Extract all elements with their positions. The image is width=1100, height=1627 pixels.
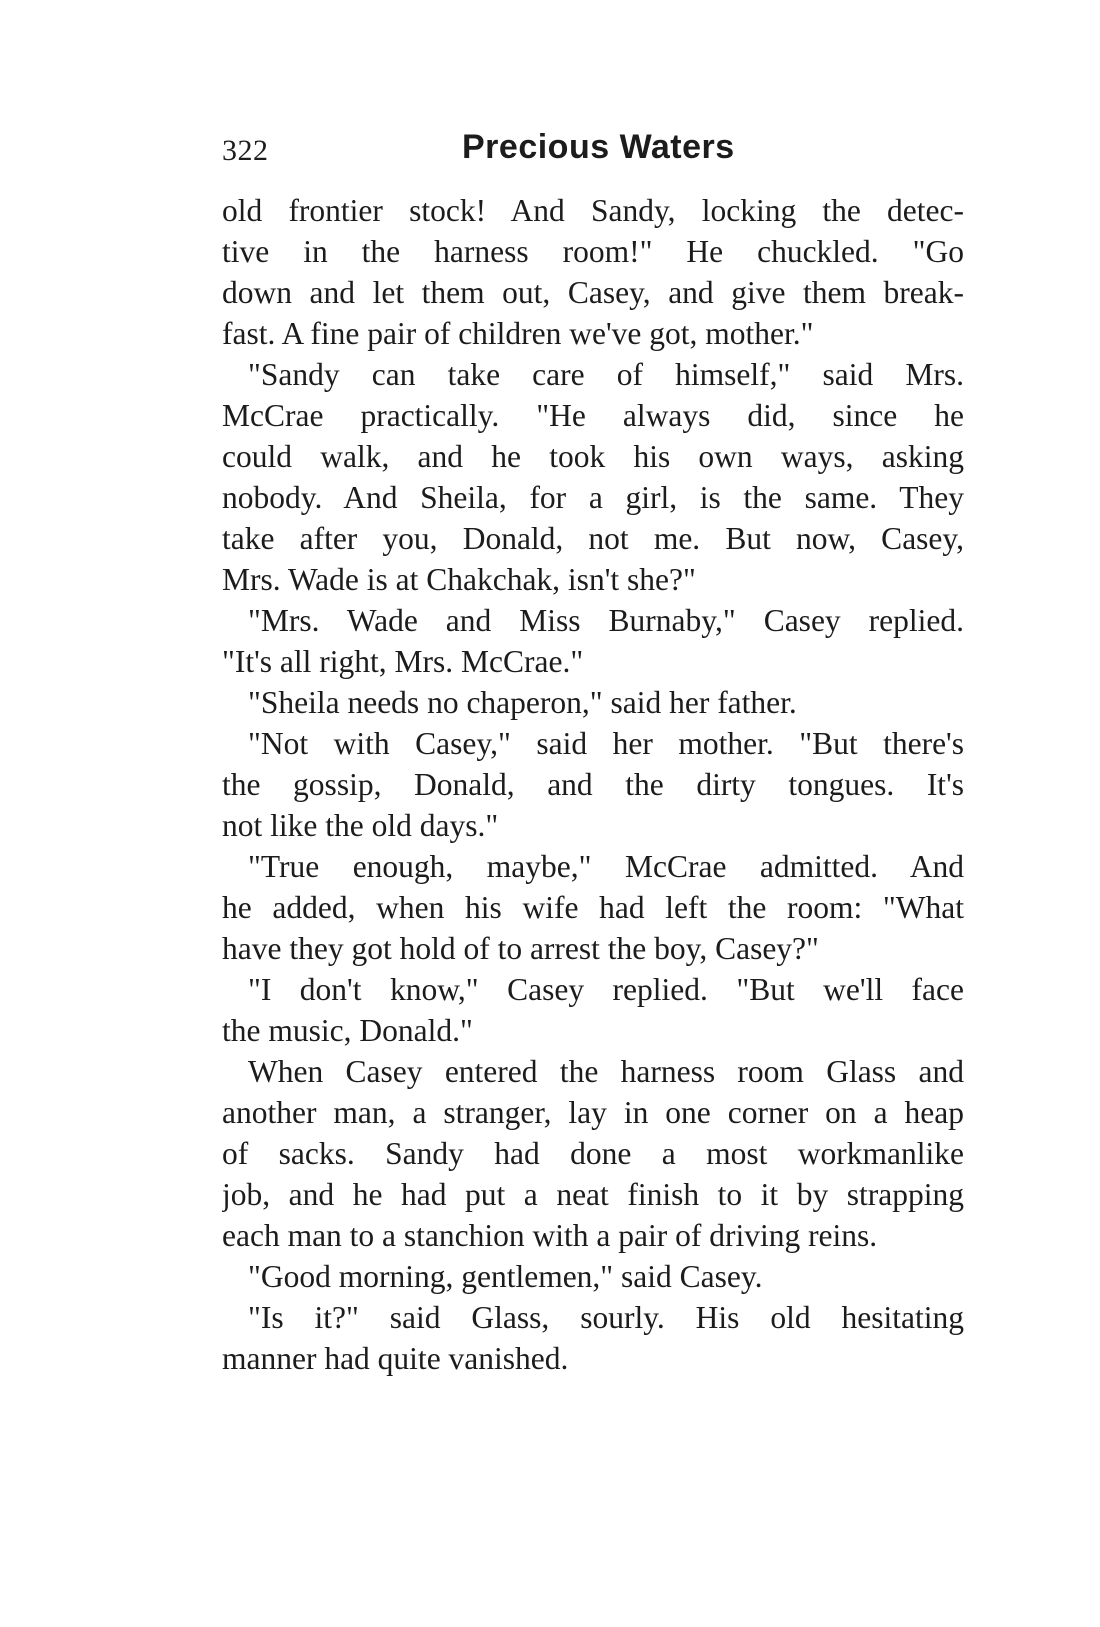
body-text bbox=[222, 190, 964, 1379]
text-line: tive in the harness room!" He chuckled. "Go bbox=[222, 234, 964, 269]
text-line: "Mrs. Wade and Miss Burnaby," Casey replied. bbox=[248, 603, 964, 638]
text-line: nobody. And Sheila, for a girl, is the same. They bbox=[222, 480, 964, 515]
text-line: "Sheila needs no chaperon," said her father. bbox=[248, 685, 797, 720]
text-line: "Sandy can take care of himself," said Mrs. bbox=[248, 357, 964, 392]
paragraph bbox=[222, 723, 964, 846]
text-line: could walk, and he took his own ways, asking bbox=[222, 439, 964, 474]
text-line: "It's all right, Mrs. McCrae." bbox=[222, 644, 584, 679]
text-line: down and let them out, Casey, and give them break- bbox=[222, 275, 964, 310]
page-header bbox=[222, 128, 964, 178]
text-line: the gossip, Donald, and the dirty tongues. It's bbox=[222, 767, 964, 802]
text-line: McCrae practically. "He always did, since he bbox=[222, 398, 964, 433]
paragraph bbox=[222, 1297, 964, 1379]
page-number: 322 bbox=[222, 134, 269, 167]
text-line: each man to a stanchion with a pair of driving reins. bbox=[222, 1218, 878, 1253]
text-line: "I don't know," Casey replied. "But we'll face bbox=[248, 972, 964, 1007]
paragraph bbox=[222, 1051, 964, 1256]
paragraph bbox=[222, 190, 964, 354]
paragraph bbox=[222, 354, 964, 600]
text-line: manner had quite vanished. bbox=[222, 1341, 569, 1376]
paragraph bbox=[222, 600, 964, 682]
paragraph bbox=[222, 1256, 964, 1297]
text-line: have they got hold of to arrest the boy, Casey?" bbox=[222, 931, 819, 966]
text-line: he added, when his wife had left the room: "What bbox=[222, 890, 964, 925]
text-line: job, and he had put a neat finish to it by strapping bbox=[222, 1177, 964, 1212]
text-line: the music, Donald." bbox=[222, 1013, 473, 1048]
running-title: Precious Waters bbox=[462, 128, 735, 166]
text-line: another man, a stranger, lay in one corner on a heap bbox=[222, 1095, 964, 1130]
text-line: When Casey entered the harness room Glass and bbox=[248, 1054, 964, 1089]
text-line: not like the old days." bbox=[222, 808, 499, 843]
paragraph bbox=[222, 682, 964, 723]
text-line: old frontier stock! And Sandy, locking the detec- bbox=[222, 193, 964, 228]
text-line: "Good morning, gentlemen," said Casey. bbox=[248, 1259, 763, 1294]
paragraph bbox=[222, 846, 964, 969]
text-line: "Not with Casey," said her mother. "But there's bbox=[248, 726, 964, 761]
text-line: "True enough, maybe," McCrae admitted. And bbox=[248, 849, 964, 884]
text-line: fast. A fine pair of children we've got, mother." bbox=[222, 316, 814, 351]
text-line: take after you, Donald, not me. But now, Casey, bbox=[222, 521, 964, 556]
paragraph bbox=[222, 969, 964, 1051]
text-line: Mrs. Wade is at Chakchak, isn't she?" bbox=[222, 562, 696, 597]
text-line: "Is it?" said Glass, sourly. His old hesitating bbox=[248, 1300, 964, 1335]
text-line: of sacks. Sandy had done a most workmanlike bbox=[222, 1136, 964, 1171]
